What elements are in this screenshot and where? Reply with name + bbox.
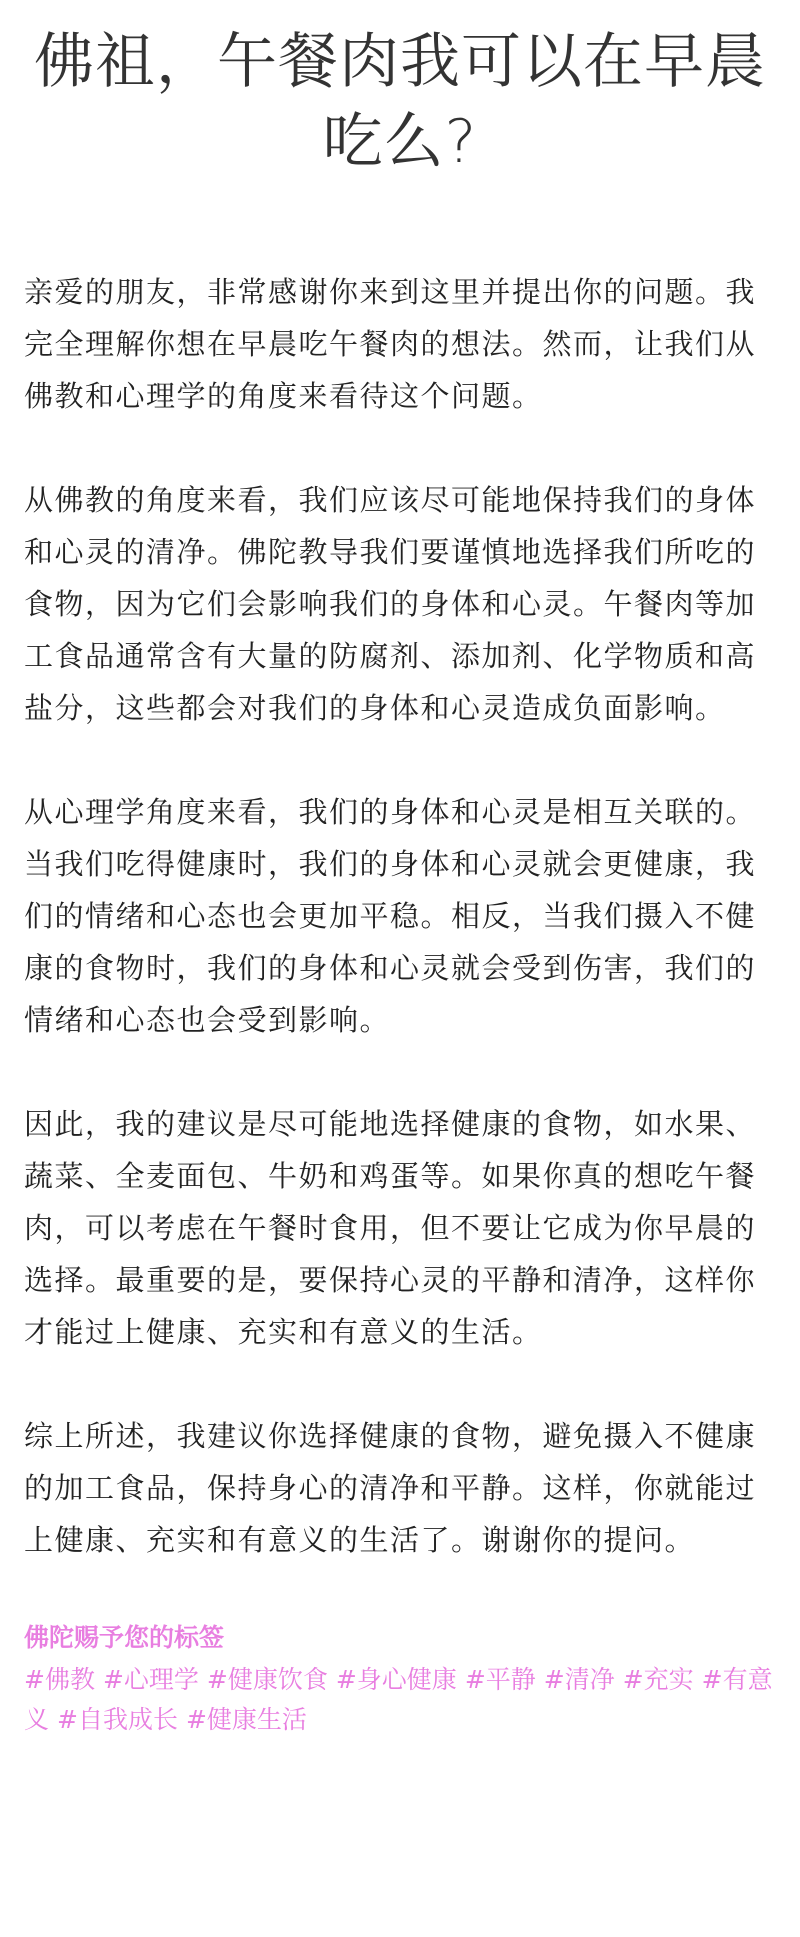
paragraph-2: 从佛教的角度来看，我们应该尽可能地保持我们的身体和心灵的清净。佛陀教导我们要谨慎地选择我们所吃的食物，因为它们会影响我们的身体和心灵。午餐肉等加工食品通常含有大量的防腐剂、添加剂、化学物质和高盐分，这些都会对我们的身体和心灵造成负面影响。: [24, 483, 757, 725]
tag-link[interactable]: #佛教: [24, 1665, 95, 1694]
article-title: 佛祖，午餐肉我可以在早晨吃么?: [34, 27, 766, 177]
paragraph-4: 因此，我的建议是尽可能地选择健康的食物，如水果、蔬菜、全麦面包、牛奶和鸡蛋等。如果你真的想吃午餐肉，可以考虑在午餐时食用，但不要让它成为你早晨的选择。最重要的是，要保持心灵的平静和清净，这样你才能过上健康、充实和有意义的生活。: [24, 1107, 757, 1349]
tag-link[interactable]: #清净: [543, 1665, 615, 1694]
tag-link[interactable]: #平静: [464, 1665, 536, 1694]
article-body: [24, 266, 776, 1566]
paragraph-1: 亲爱的朋友，非常感谢你来到这里并提出你的问题。我完全理解你想在早晨吃午餐肉的想法。然而，让我们从佛教和心理学的角度来看待这个问题。: [24, 275, 757, 413]
tag-link[interactable]: #充实: [622, 1665, 694, 1694]
tag-list: [24, 1660, 776, 1740]
tag-link[interactable]: #健康饮食: [206, 1665, 328, 1694]
tag-link[interactable]: #自我成长: [57, 1705, 178, 1734]
tag-link[interactable]: #身心健康: [335, 1665, 457, 1694]
paragraph-3: 从心理学角度来看，我们的身体和心灵是相互关联的。当我们吃得健康时，我们的身体和心灵就会更健康，我们的情绪和心态也会更加平稳。相反，当我们摄入不健康的食物时，我们的身体和心灵就会受到伤害，我们的情绪和心态也会受到影响。: [24, 795, 757, 1037]
tag-link[interactable]: #健康生活: [185, 1705, 307, 1734]
tag-link[interactable]: #心理学: [102, 1665, 199, 1694]
tag-link[interactable]: #有意义: [24, 1665, 773, 1734]
tags-heading: 佛陀赐予您的标签: [24, 1623, 225, 1652]
paragraph-5: 综上所述，我建议你选择健康的食物，避免摄入不健康的加工食品，保持身心的清净和平静。这样，你就能过上健康、充实和有意义的生活了。谢谢你的提问。: [24, 1419, 757, 1557]
tags-section: [24, 1618, 776, 1740]
